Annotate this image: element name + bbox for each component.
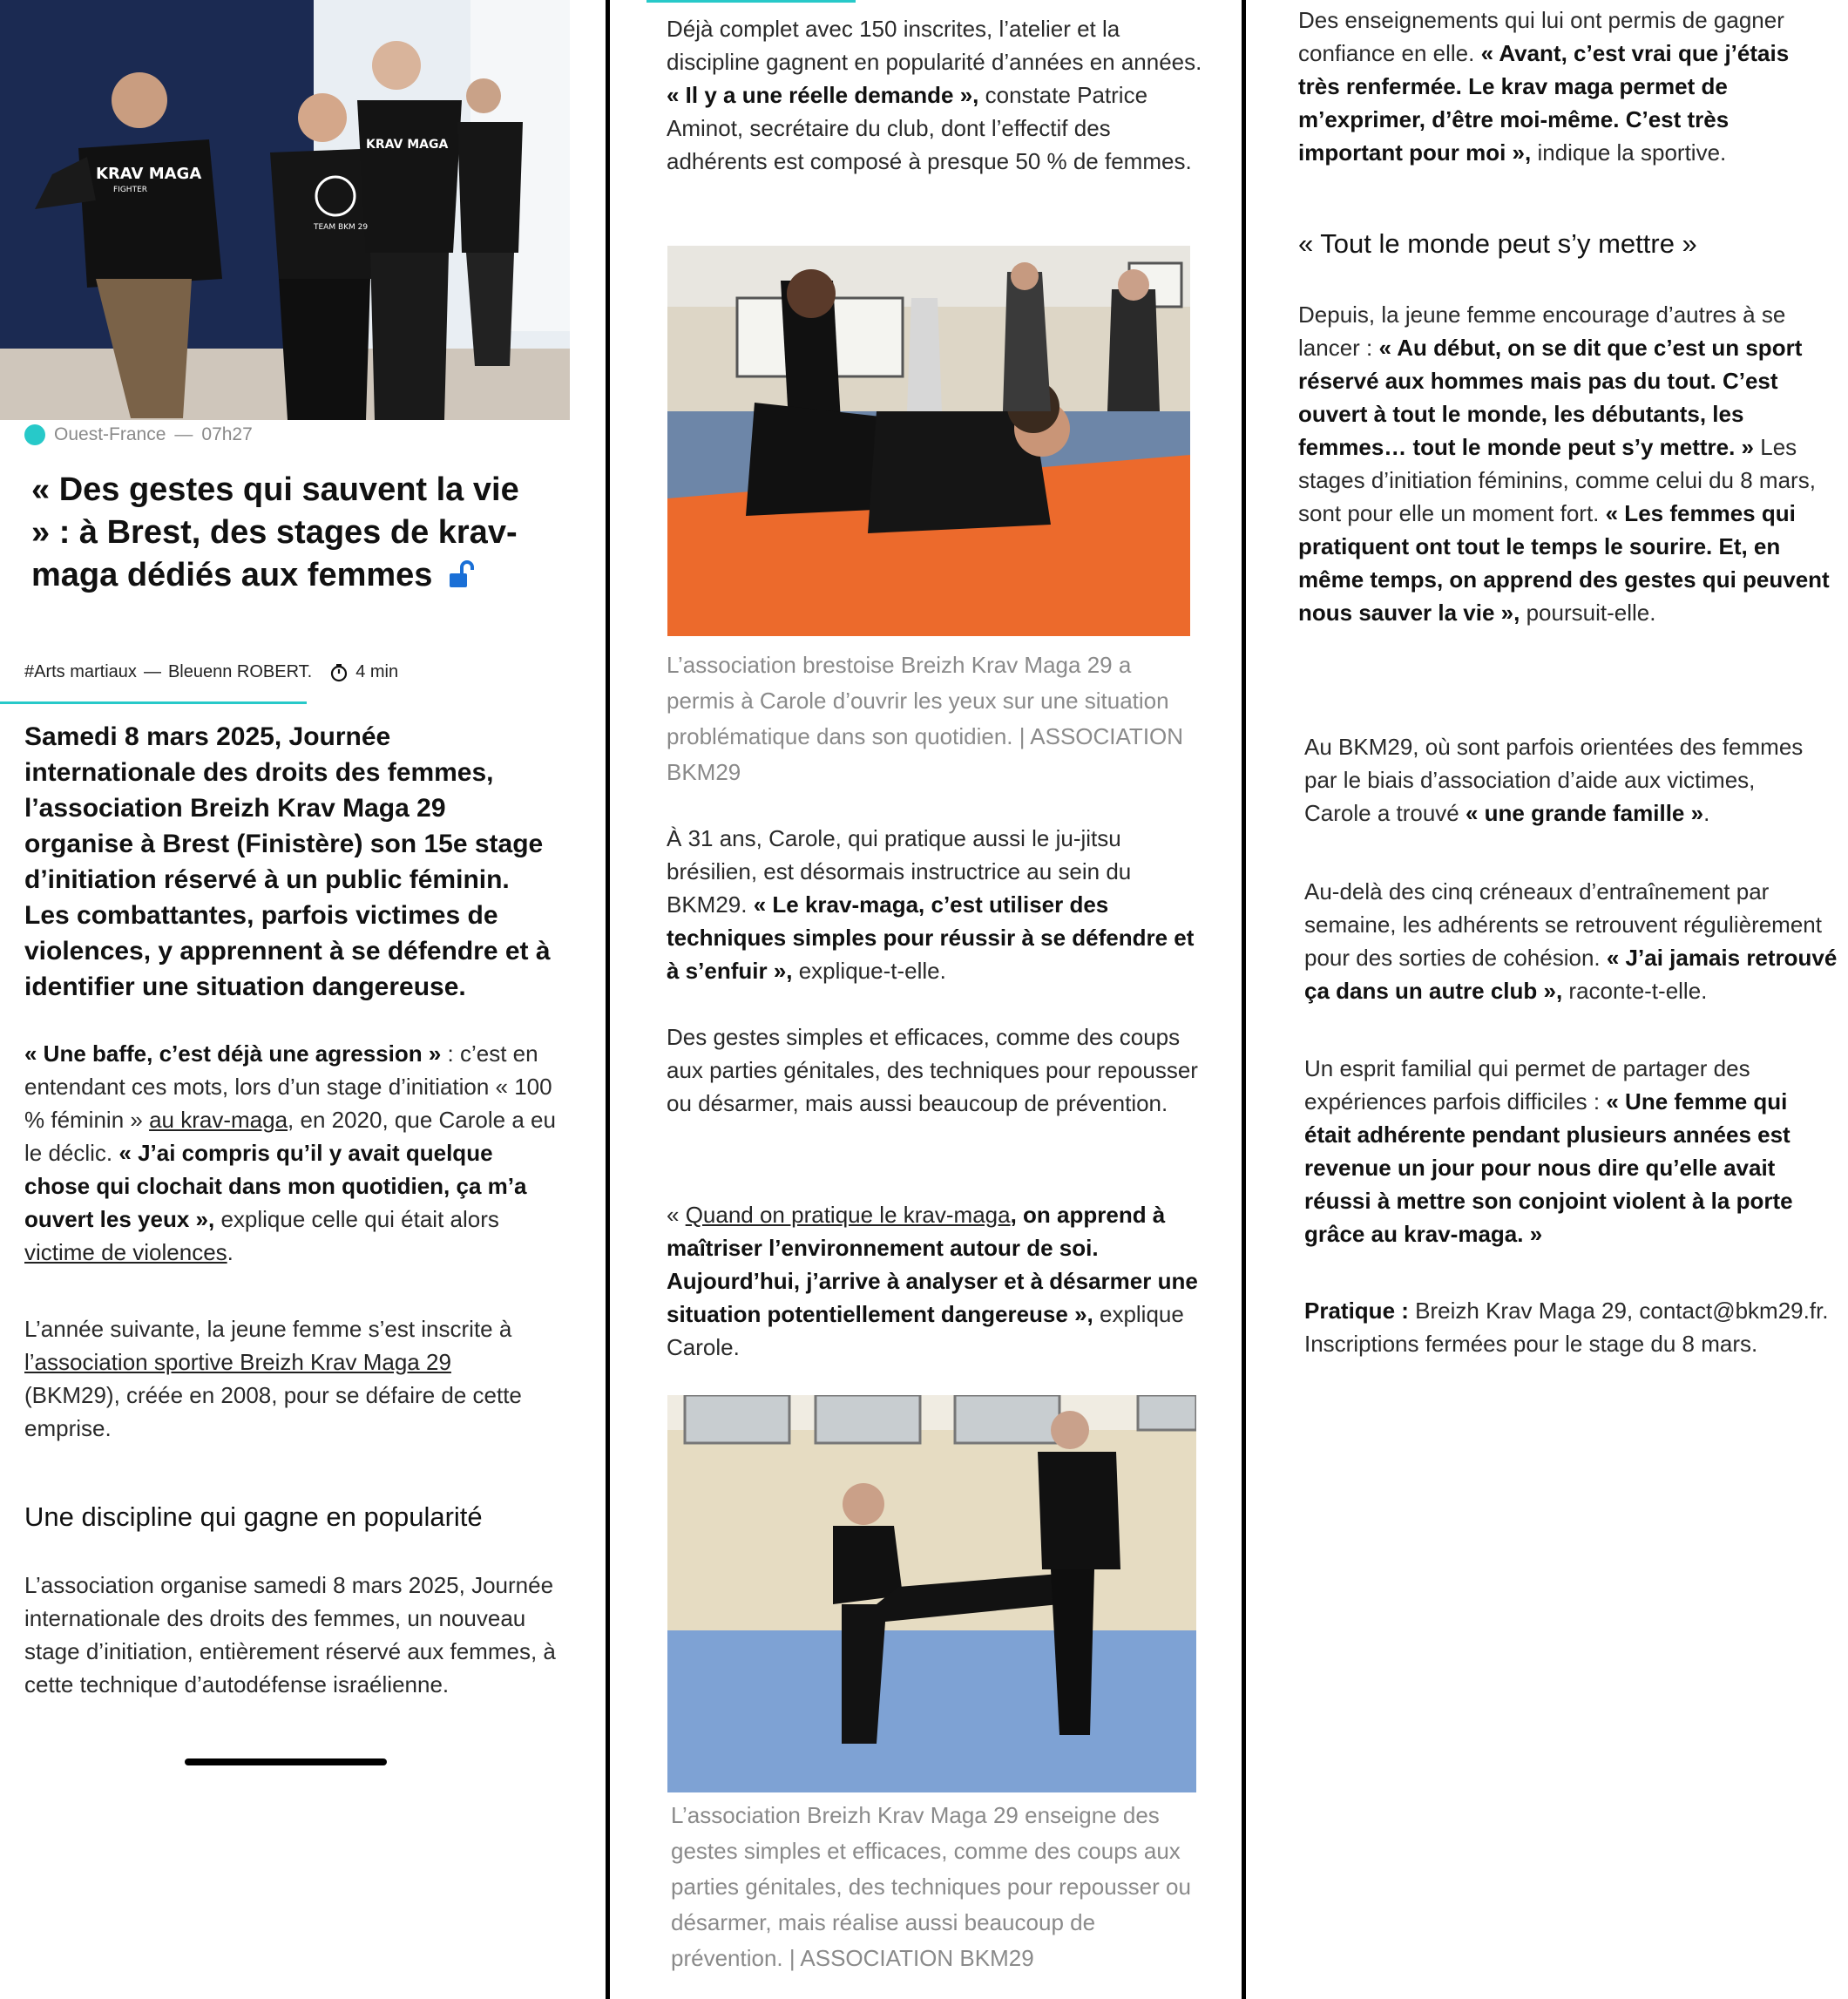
link-krav-maga[interactable]: au krav-maga [149,1107,288,1133]
accent-top-line [646,0,856,3]
quote-2: « J’ai compris qu’il y avait quelque chose qui clochait dans mon quotidien, ça m’a ouvert les yeux », [24,1140,527,1232]
text-1: « [667,1202,686,1228]
paragraph-8 [1298,3,1821,169]
photo-caption-1: L’association brestoise Breizh Krav Maga 29 a permis à Carole d’ouvrir les yeux sur une situation problématique dans son quotidien. | ASSOCIATION BKM29 [667,652,1184,785]
quote: « Avant, c’est vrai que j’étais très renfermée. Le krav maga permet de m’exprimer, d’être moi-même. C’est très important pour moi », [1298,40,1790,166]
paragraph-9 [1298,298,1834,629]
shirt-text-2: KRAV MAGA [366,138,449,152]
text-1: Des enseignements qui lui ont permis de gagner confiance en elle. [1298,7,1784,66]
quote-2: « Les femmes qui pratiquent ont tout le temps le sourire. Et, en même temps, on apprend des gestes qui peuvent nous sauver la vie », [1298,500,1830,626]
quote-1: « Au début, on se dit que c’est un sport réservé aux hommes mais pas du tout. C’est ouvert à tout le monde, les débutants, les femmes… tout le monde peut s’y mettre. » [1298,335,1803,460]
quote: , on apprend à maîtriser l’environnement autour de soi. Aujourd’hui, j’arrive à analyser et à désarmer une situation potentiellement dangereuse », [667,1202,1198,1327]
text-2: raconte-t-elle. [1562,978,1708,1004]
text-1: Déjà complet avec 150 inscrites, l’atelier et la discipline gagnent en popularité d’années en années. [667,16,1202,75]
text-1: Au-delà des cinq créneaux d’entraînement par semaine, les adhérents se retrouvent régulièrement pour des sorties de cohésion. [1304,878,1822,971]
text-1: Au BKM29, où sont parfois orientées des femmes par le biais d’association d’aide aux victimes, Carole a trouvé [1304,734,1804,826]
source-line [24,424,253,445]
text-1: L’année suivante, la jeune femme s’est inscrite à [24,1316,512,1342]
shirt-text-3: TEAM BKM 29 [314,223,369,232]
text-2: (BKM29), créée en 2008, pour se défaire de cette emprise. [24,1382,522,1441]
ouest-france-logo-icon [24,424,45,445]
home-indicator [185,1758,387,1765]
subheading-popularity: Une discipline qui gagne en popularité [24,1501,483,1532]
subheading-everyone: « Tout le monde peut s’y mettre » [1298,228,1697,259]
text-4: . [227,1239,234,1265]
source-separator: — [174,424,193,444]
link-bkm29-association[interactable]: l’association sportive Breizh Krav Maga 29 [24,1349,451,1375]
photo-caption-2: L’association Breizh Krav Maga 29 enseigne des gestes simples et efficaces, comme des coups aux parties génitales, des techniques pour repousser ou désarmer, mais réalise aussi beaucoup de prévention. | ASSOCIATION BKM29 [671,1802,1191,1971]
quote: « Il y a une réelle demande », [667,82,979,108]
text-1: : c’est en entendant ces mots, lors d’un stage d’initiation « 100 % féminin » [24,1040,552,1133]
header-photo [0,0,570,420]
paragraph-10 [1304,730,1827,830]
paragraph-7 [667,1198,1207,1364]
reading-time: 4 min [355,662,399,681]
text-2: constate Patrice Aminot, secrétaire du club, dont l’effectif des adhérents est composé à presque 50 % de femmes. [667,82,1192,174]
column-1 [0,0,606,1999]
link-victime-de-violences[interactable]: victime de violences [24,1239,227,1265]
meta-separator: — [143,662,161,681]
practical-label: Pratique : [1304,1298,1409,1324]
lead-paragraph: Samedi 8 mars 2025, Journée internationale des droits des femmes, l’association Breizh Krav Maga 29 organise à Brest (Finistère) son 15e stage d’initiation réservé à un public féminin. Les combattantes, parfois victimes de violences, y apprennent à se défendre et à identifier une situation dangereuse. [24,722,551,1001]
article-title [31,469,519,597]
photo-kick-practice [667,1395,1196,1792]
paragraph-2 [24,1312,547,1445]
author-name[interactable]: Bleuenn ROBERT. [167,662,313,681]
shirt-text-1-sub: FIGHTER [113,186,148,194]
text-1: Breizh Krav Maga 29, contact@bkm29.fr. Inscriptions fermées pour le stage du 8 mars. [1304,1298,1829,1357]
column-3 [1246,0,1848,1999]
paragraph-3: L’association organise samedi 8 mars 2025, Journée internationale des droits des femmes, un nouveau stage d’initiation, entièrement réservé aux femmes, à cette technique d’autodéfense israélienne. [24,1572,556,1697]
timer-icon [329,663,349,682]
paragraph-5 [667,822,1207,987]
text-2: explique-t-elle. [792,958,946,984]
shirt-text-1: KRAV MAGA [96,165,202,183]
photo-ground-fight [667,246,1190,636]
accent-underline [0,701,307,704]
text-3: poursuit-elle. [1520,600,1656,626]
text-3: explique celle qui était alors [214,1206,499,1232]
text-1: Un esprit familial qui permet de partager des expériences parfois difficiles : [1304,1055,1750,1115]
text-1: Depuis, la jeune femme encourage d’autres à se lancer : [1298,302,1786,361]
article-title-text: « Des gestes qui sauvent la vie » : à Brest, des stages de krav-maga dédiés aux femmes [31,471,519,593]
text-2: indique la sportive. [1531,139,1727,166]
category-tag[interactable]: #Arts martiaux [24,662,137,681]
paragraph-4 [667,12,1207,178]
quote: « Une femme qui était adhérente pendant plusieurs années est revenue un jour pour nous dire qu’elle avait réussi à mettre son conjoint violent à la porte grâce au krav-maga. » [1304,1088,1793,1247]
article-meta [24,662,398,682]
paragraph-13 [1304,1294,1840,1360]
text-2: . [1703,800,1710,826]
source-name[interactable]: Ouest-France [54,424,166,444]
paragraph-1 [24,1037,556,1269]
quote: « Le krav-maga, c’est utiliser des techniques simples pour réussir à se défendre et à s’enfuir », [667,891,1195,984]
paragraph-11 [1304,875,1840,1007]
unlocked-icon [447,559,477,589]
paragraph-12 [1304,1052,1818,1250]
text-2: explique Carole. [667,1301,1184,1360]
column-2 [610,0,1242,1999]
quote: « J’ai jamais retrouvé ça dans un autre club », [1304,945,1838,1004]
quote-1: « Une baffe, c’est déjà une agression » [24,1040,442,1067]
text-2: , en 2020, que Carole a eu le déclic. [24,1107,556,1166]
paragraph-6: Des gestes simples et efficaces, comme des coups aux parties génitales, des techniques pour repousser ou désarmer, mais aussi beaucoup de prévention. [667,1024,1198,1116]
publish-time: 07h27 [201,424,253,444]
text-1: À 31 ans, Carole, qui pratique aussi le ju-jitsu brésilien, est désormais instructrice au sein du BKM29. [667,825,1132,918]
link-quand-on-pratique[interactable]: Quand on pratique le krav-maga [685,1202,1011,1228]
quote: « une grande famille » [1465,800,1704,826]
text-2: Les stages d’initiation féminins, comme celui du 8 mars, sont pour elle un moment fort. [1298,434,1816,526]
